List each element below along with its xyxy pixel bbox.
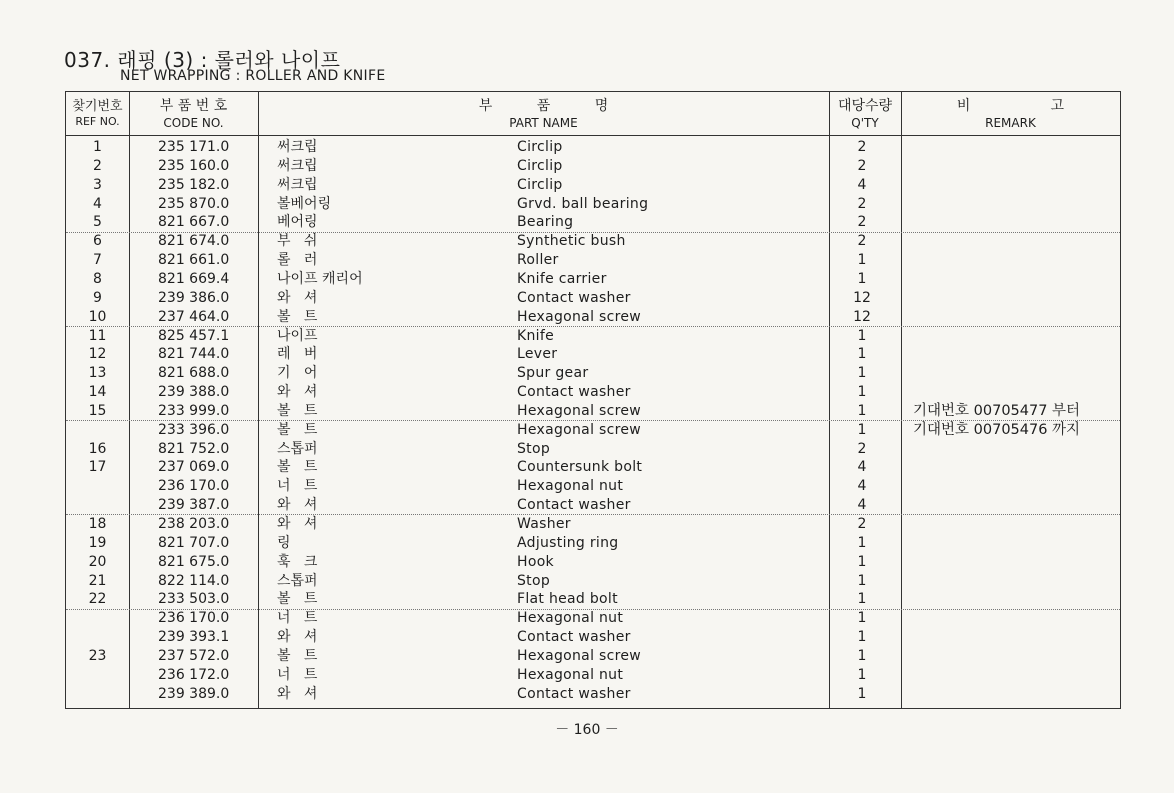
part-name-korean: 너 트 — [277, 610, 318, 627]
part-name-korean: 볼 트 — [277, 459, 318, 476]
table-row — [66, 421, 901, 440]
quantity: 4 — [857, 459, 867, 476]
ref-number: 19 — [88, 534, 107, 551]
table-row — [66, 232, 901, 251]
part-code: 235 160.0 — [158, 157, 230, 174]
table-row — [66, 515, 901, 534]
part-name-korean: 볼 트 — [277, 402, 318, 419]
part-name-english: Roller — [517, 252, 559, 269]
ref-number: 4 — [93, 195, 102, 212]
quantity: 1 — [857, 553, 867, 570]
quantity: 1 — [857, 252, 867, 269]
part-code: 235 182.0 — [158, 176, 230, 193]
part-code: 821 667.0 — [158, 214, 230, 231]
quantity: 2 — [857, 195, 867, 212]
part-name-english: Knife carrier — [517, 270, 607, 287]
header-ref-en: REF NO. — [75, 115, 120, 128]
ref-number: 5 — [93, 214, 102, 231]
part-name-english: Hexagonal screw — [517, 647, 642, 664]
part-name-english: Contact washer — [517, 289, 631, 306]
table-row — [66, 383, 901, 402]
quantity: 1 — [857, 346, 867, 363]
table-row — [66, 402, 901, 421]
part-name-english: Stop — [517, 572, 551, 589]
ref-number: 16 — [88, 440, 107, 457]
part-name-english: Circlip — [517, 157, 563, 174]
table-row — [66, 590, 901, 609]
part-code: 821 688.0 — [158, 365, 230, 382]
page-title-english: NET WRAPPING : ROLLER AND KNIFE — [120, 68, 386, 84]
table-row — [66, 270, 901, 289]
part-name-korean: 기 어 — [277, 365, 318, 382]
ref-number: 21 — [88, 572, 107, 589]
header-remark — [901, 92, 1120, 135]
part-code: 235 870.0 — [158, 195, 230, 212]
header-name-kr: 부 품 명 — [478, 98, 609, 114]
column-divider — [901, 92, 902, 708]
header-qty — [829, 92, 901, 135]
part-code: 821 674.0 — [158, 233, 230, 250]
part-name-english: Bearing — [517, 214, 574, 231]
part-name-english: Contact washer — [517, 685, 631, 702]
part-name-korean: 나이프 캐리어 — [277, 270, 363, 287]
ref-number: 8 — [93, 270, 102, 287]
part-name-korean: 와 셔 — [277, 629, 318, 646]
table-row — [66, 666, 901, 685]
header-name-en: PART NAME — [509, 116, 578, 130]
part-code: 239 389.0 — [158, 685, 230, 702]
part-name-english: Adjusting ring — [517, 534, 619, 551]
quantity: 1 — [857, 402, 867, 419]
table-row — [66, 176, 901, 195]
table-row — [66, 308, 901, 327]
part-name-english: Contact washer — [517, 629, 631, 646]
part-code: 239 387.0 — [158, 497, 230, 514]
header-qty-en: Q'TY — [851, 116, 879, 130]
header-qty-kr: 대당수량 — [837, 98, 893, 114]
part-code: 237 572.0 — [158, 647, 230, 664]
part-code: 238 203.0 — [158, 516, 230, 532]
quantity: 12 — [853, 289, 871, 306]
quantity: 1 — [857, 365, 867, 382]
table-row — [66, 251, 901, 270]
quantity: 12 — [853, 308, 871, 325]
part-code: 233 503.0 — [158, 591, 230, 608]
ref-number: 14 — [88, 384, 107, 401]
table-row — [66, 157, 901, 176]
quantity: 1 — [857, 384, 867, 401]
quantity: 1 — [857, 270, 867, 287]
part-name-korean: 볼 트 — [277, 308, 318, 325]
quantity: 4 — [857, 497, 867, 514]
part-name-english: Contact washer — [517, 497, 631, 514]
quantity: 1 — [857, 591, 867, 608]
part-name-korean: 훅 크 — [277, 553, 318, 570]
quantity: 1 — [857, 572, 867, 589]
part-name-english: Hexagonal screw — [517, 308, 642, 325]
ref-number: 11 — [88, 327, 107, 344]
table-row — [66, 477, 901, 496]
part-code: 822 114.0 — [158, 572, 230, 589]
header-ref-no — [66, 92, 129, 135]
part-name-english: Hexagonal nut — [517, 610, 624, 627]
part-code: 821 752.0 — [158, 440, 230, 457]
part-name-korean: 볼베어링 — [277, 195, 332, 212]
part-name-korean: 너 트 — [277, 478, 318, 495]
header-code-no — [129, 92, 258, 135]
part-name-korean: 나이프 — [277, 327, 318, 344]
table-row — [66, 289, 901, 308]
table-row — [66, 553, 901, 572]
table-row — [66, 345, 901, 364]
parts-table — [65, 91, 1121, 709]
part-code: 239 388.0 — [158, 384, 230, 401]
part-name-english: Spur gear — [517, 365, 589, 382]
quantity: 1 — [857, 421, 867, 438]
part-code: 233 396.0 — [158, 421, 230, 438]
part-name-korean: 와 셔 — [277, 685, 318, 702]
ref-number: 15 — [88, 402, 107, 419]
part-name-english: Stop — [517, 440, 551, 457]
part-code: 239 393.1 — [158, 629, 230, 646]
part-name-korean: 롤 러 — [277, 252, 318, 269]
part-name-korean: 볼 트 — [277, 591, 318, 608]
table-row — [66, 138, 901, 157]
part-name-english: Washer — [517, 516, 571, 532]
remark-to-serial: 기대번호 00705476 까지 — [913, 422, 1081, 438]
part-name-korean: 볼 트 — [277, 647, 318, 664]
table-row — [66, 496, 901, 515]
header-remark-en: REMARK — [985, 116, 1036, 130]
part-name-korean: 스톱퍼 — [277, 440, 318, 457]
part-name-english: Hook — [517, 553, 554, 570]
table-row — [66, 609, 901, 628]
part-name-english: Hexagonal screw — [517, 402, 642, 419]
part-name-korean: 부 쉬 — [277, 233, 318, 250]
part-name-korean: 볼 트 — [277, 421, 318, 438]
part-code: 236 172.0 — [158, 666, 230, 683]
part-name-english: Hexagonal nut — [517, 666, 624, 683]
header-divider — [66, 135, 1120, 136]
part-code: 821 707.0 — [158, 534, 230, 551]
part-code: 236 170.0 — [158, 610, 230, 627]
ref-number: 12 — [88, 346, 107, 363]
quantity: 1 — [857, 647, 867, 664]
ref-number: 20 — [88, 553, 107, 570]
ref-number: 13 — [88, 365, 107, 382]
quantity: 1 — [857, 534, 867, 551]
quantity: 2 — [857, 157, 867, 174]
ref-number: 3 — [93, 176, 102, 193]
part-code: 821 661.0 — [158, 252, 230, 269]
page-number: － 160 － — [555, 722, 619, 738]
part-name-korean: 와 셔 — [277, 289, 318, 306]
ref-number: 9 — [93, 289, 102, 306]
quantity: 1 — [857, 666, 867, 683]
part-name-korean: 와 셔 — [277, 516, 318, 532]
part-code: 237 069.0 — [158, 459, 230, 476]
ref-number: 22 — [88, 591, 107, 608]
header-code-en: CODE NO. — [163, 116, 224, 130]
header-part-name — [258, 92, 829, 135]
ref-number: 1 — [93, 139, 102, 155]
part-name-korean: 레 버 — [277, 346, 318, 363]
table-row — [66, 647, 901, 666]
part-name-korean: 써크립 — [277, 157, 318, 174]
quantity: 1 — [857, 327, 867, 344]
part-name-korean: 베어링 — [277, 214, 318, 231]
table-row — [66, 195, 901, 214]
quantity: 1 — [857, 610, 867, 627]
quantity: 2 — [857, 214, 867, 231]
ref-number: 17 — [88, 459, 107, 476]
header-remark-kr: 비 고 — [956, 98, 1065, 114]
part-name-english: Lever — [517, 346, 558, 363]
part-name-korean: 써크립 — [277, 176, 318, 193]
table-row — [66, 572, 901, 591]
quantity: 2 — [857, 233, 867, 250]
table-row — [66, 440, 901, 459]
remark-from-serial: 기대번호 00705477 부터 — [913, 403, 1081, 419]
part-name-korean: 너 트 — [277, 666, 318, 683]
quantity: 4 — [857, 176, 867, 193]
ref-number: 2 — [93, 157, 102, 174]
ref-number: 7 — [93, 252, 102, 269]
table-row — [66, 458, 901, 477]
table-row — [66, 628, 901, 647]
quantity: 4 — [857, 478, 867, 495]
part-code: 821 669.4 — [158, 270, 230, 287]
part-code: 235 171.0 — [158, 139, 230, 155]
part-code: 236 170.0 — [158, 478, 230, 495]
part-code: 821 675.0 — [158, 553, 230, 570]
part-name-korean: 와 셔 — [277, 497, 318, 514]
part-name-korean: 링 — [277, 534, 291, 551]
part-name-english: Hexagonal nut — [517, 478, 624, 495]
ref-number: 18 — [88, 516, 107, 532]
ref-number: 6 — [93, 233, 102, 250]
part-name-english: Hexagonal screw — [517, 421, 642, 438]
ref-number: 23 — [88, 647, 107, 664]
part-code: 233 999.0 — [158, 402, 230, 419]
header-code-kr: 부 품 번 호 — [159, 98, 228, 114]
part-name-english: Knife — [517, 327, 554, 344]
part-code: 825 457.1 — [158, 327, 230, 344]
quantity: 1 — [857, 685, 867, 702]
table-row — [66, 685, 901, 704]
table-row — [66, 364, 901, 383]
ref-number: 10 — [88, 308, 107, 325]
part-name-english: Grvd. ball bearing — [517, 195, 649, 212]
page-title-korean: 037. 래핑 (3) : 롤러와 나이프 — [64, 48, 341, 72]
part-code: 239 386.0 — [158, 289, 230, 306]
quantity: 2 — [857, 139, 867, 155]
part-name-english: Circlip — [517, 176, 563, 193]
table-row — [66, 327, 901, 346]
part-name-english: Countersunk bolt — [517, 459, 643, 476]
part-code: 821 744.0 — [158, 346, 230, 363]
quantity: 1 — [857, 629, 867, 646]
part-name-korean: 스톱퍼 — [277, 572, 318, 589]
part-name-english: Contact washer — [517, 384, 631, 401]
part-name-english: Circlip — [517, 139, 563, 155]
quantity: 2 — [857, 440, 867, 457]
part-code: 237 464.0 — [158, 308, 230, 325]
header-ref-kr: 찾기번호 — [72, 99, 123, 114]
quantity: 2 — [857, 516, 867, 532]
part-name-english: Synthetic bush — [517, 233, 626, 250]
table-row — [66, 534, 901, 553]
table-row — [66, 213, 901, 232]
part-name-korean: 와 셔 — [277, 384, 318, 401]
part-name-english: Flat head bolt — [517, 591, 618, 608]
part-name-korean: 써크립 — [277, 139, 318, 155]
